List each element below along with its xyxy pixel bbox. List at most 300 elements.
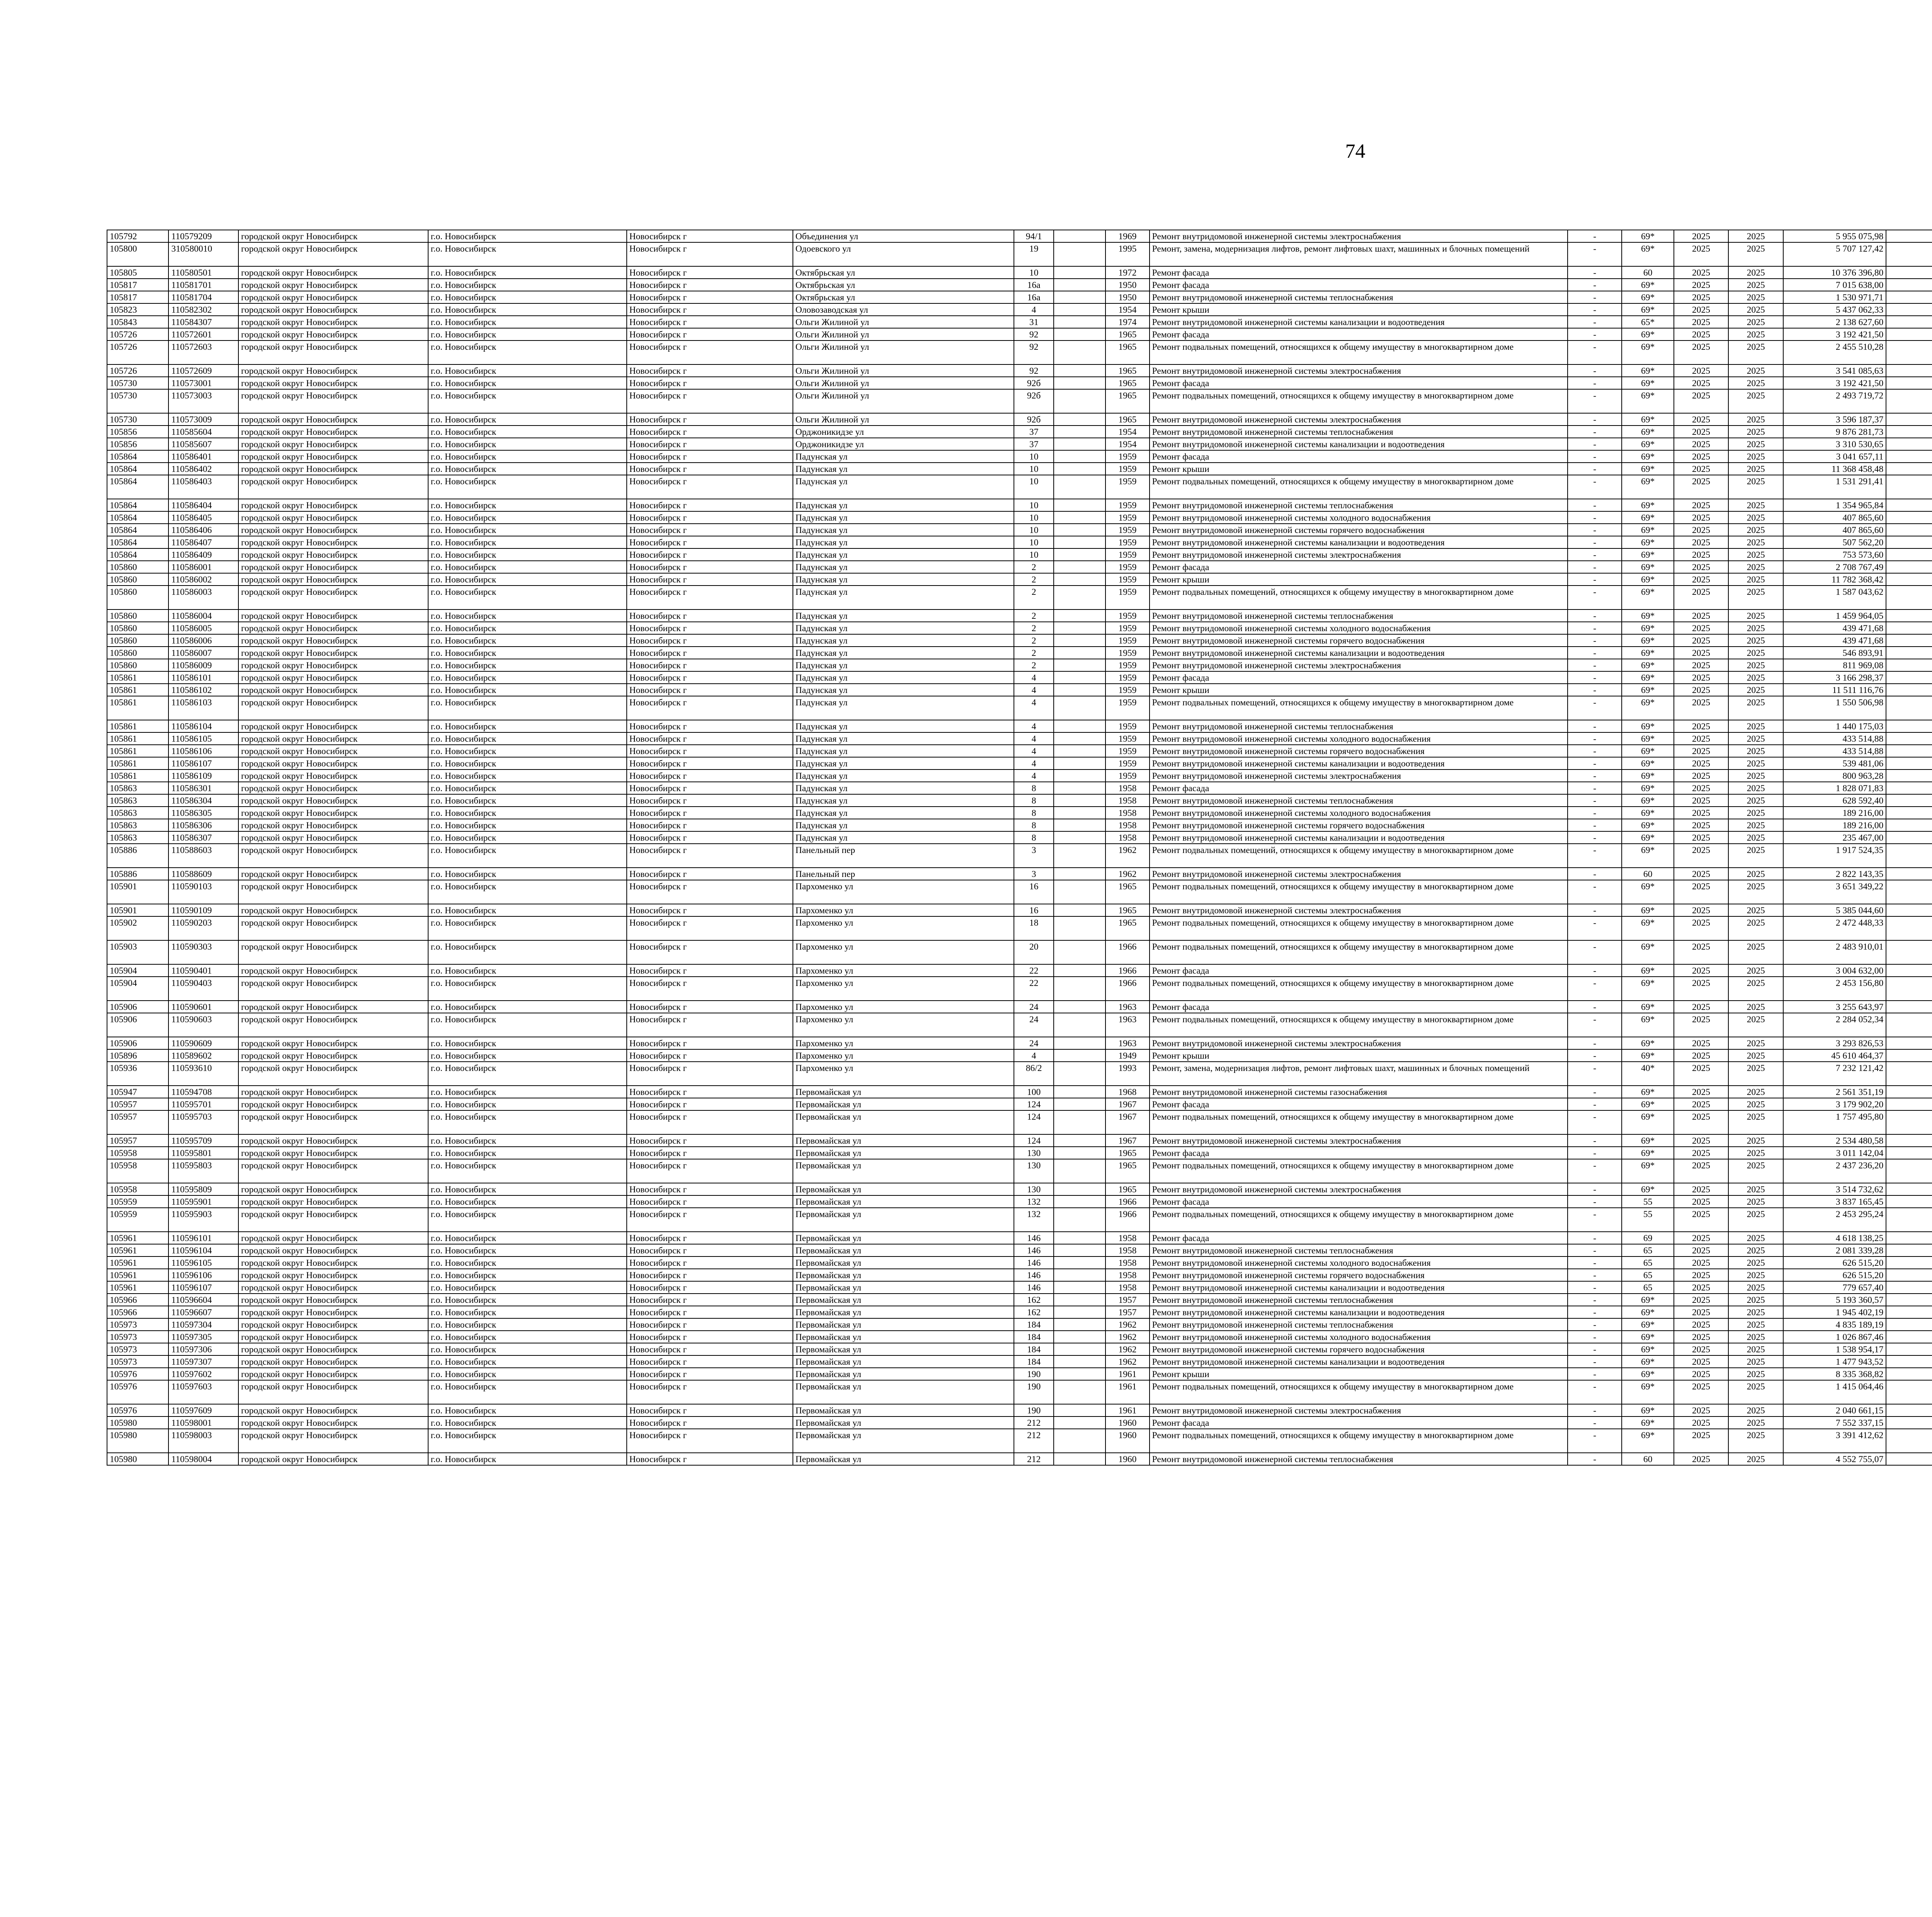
- cell-plan_end: 2025: [1728, 377, 1783, 389]
- cell-building: [1054, 1195, 1105, 1208]
- cell-regional_fund: [1886, 524, 1932, 536]
- cell-year: 1959: [1105, 757, 1149, 770]
- table-row: [107, 266, 1932, 279]
- table-row: [107, 1281, 1932, 1294]
- cell-code: 110596105: [168, 1256, 238, 1269]
- cell-total_cost: 2 472 448,33: [1783, 916, 1886, 940]
- cell-id: 105864: [107, 536, 168, 548]
- cell-municipality: городской округ Новосибирск: [238, 831, 428, 844]
- cell-id: 105976: [107, 1404, 168, 1416]
- cell-plan_start: 2025: [1674, 1256, 1729, 1269]
- table-row: [107, 1380, 1932, 1404]
- cell-plan_start: 2025: [1674, 1318, 1729, 1331]
- cell-building: [1054, 364, 1105, 377]
- cell-municipality: городской округ Новосибирск: [238, 634, 428, 647]
- cell-house: 2: [1014, 659, 1054, 671]
- cell-year: 1960: [1105, 1429, 1149, 1453]
- cell-code: 110586404: [168, 499, 238, 511]
- cell-building: [1054, 1318, 1105, 1331]
- cell-street: Падунская ул: [793, 634, 1014, 647]
- cell-total_cost: 3 041 657,11: [1783, 450, 1886, 463]
- cell-house: 2: [1014, 561, 1054, 573]
- cell-total_cost: 1 587 043,62: [1783, 586, 1886, 609]
- cell-house: 2: [1014, 634, 1054, 647]
- cell-id: 105959: [107, 1195, 168, 1208]
- cell-building: [1054, 413, 1105, 426]
- cell-code: 110582302: [168, 303, 238, 316]
- cell-house: 2: [1014, 622, 1054, 634]
- cell-blank: -: [1568, 720, 1622, 732]
- cell-year: 1959: [1105, 586, 1149, 609]
- cell-house: 20: [1014, 940, 1054, 964]
- cell-blank: -: [1568, 1294, 1622, 1306]
- cell-year: 1958: [1105, 1256, 1149, 1269]
- cell-code: 110586301: [168, 782, 238, 794]
- cell-street: Первомайская ул: [793, 1416, 1014, 1429]
- cell-total_cost: 1 917 524,35: [1783, 844, 1886, 868]
- cell-plan_start: 2025: [1674, 807, 1729, 819]
- cell-blank: -: [1568, 524, 1622, 536]
- cell-plan_start: 2025: [1674, 647, 1729, 659]
- cell-total_cost: 1 477 943,52: [1783, 1355, 1886, 1368]
- cell-city: Новосибирск г: [627, 609, 793, 622]
- cell-building: [1054, 389, 1105, 413]
- cell-blank: -: [1568, 868, 1622, 880]
- cell-blank: -: [1568, 1147, 1622, 1159]
- cell-settlement: г.о. Новосибирск: [428, 1062, 627, 1086]
- cell-total_cost: 800 963,28: [1783, 770, 1886, 782]
- cell-total_cost: 4 835 189,19: [1783, 1318, 1886, 1331]
- cell-code: 110586004: [168, 609, 238, 622]
- cell-code: 110595701: [168, 1098, 238, 1110]
- cell-street: Октябрьская ул: [793, 291, 1014, 303]
- cell-house: 4: [1014, 732, 1054, 745]
- cell-plan_end: 2025: [1728, 1159, 1783, 1183]
- cell-regional_fund: [1886, 1416, 1932, 1429]
- cell-year: 1962: [1105, 844, 1149, 868]
- cell-house: 92б: [1014, 413, 1054, 426]
- cell-blank: -: [1568, 1331, 1622, 1343]
- cell-work: Ремонт фасада: [1150, 1147, 1568, 1159]
- cell-year: 1959: [1105, 745, 1149, 757]
- cell-house: 24: [1014, 1013, 1054, 1037]
- cell-municipality: городской округ Новосибирск: [238, 1380, 428, 1404]
- cell-total_cost: 507 562,20: [1783, 536, 1886, 548]
- repair-register-table: [107, 230, 1932, 1466]
- cell-plan_start: 2025: [1674, 622, 1729, 634]
- cell-year: 1967: [1105, 1110, 1149, 1134]
- cell-norm: 69*: [1622, 732, 1673, 745]
- cell-code: 110586401: [168, 450, 238, 463]
- cell-building: [1054, 291, 1105, 303]
- cell-blank: -: [1568, 438, 1622, 450]
- table-row: [107, 377, 1932, 389]
- cell-id: 105906: [107, 1001, 168, 1013]
- cell-regional_fund: [1886, 328, 1932, 340]
- cell-city: Новосибирск г: [627, 1208, 793, 1232]
- cell-regional_fund: [1886, 389, 1932, 413]
- cell-building: [1054, 1110, 1105, 1134]
- cell-id: 105961: [107, 1269, 168, 1281]
- cell-settlement: г.о. Новосибирск: [428, 1134, 627, 1147]
- table-row: [107, 732, 1932, 745]
- cell-regional_fund: [1886, 916, 1932, 940]
- cell-settlement: г.о. Новосибирск: [428, 1037, 627, 1049]
- cell-city: Новосибирск г: [627, 880, 793, 904]
- cell-street: Падунская ул: [793, 450, 1014, 463]
- cell-norm: 69*: [1622, 794, 1673, 807]
- cell-building: [1054, 745, 1105, 757]
- cell-street: Панельный пер: [793, 868, 1014, 880]
- cell-year: 1961: [1105, 1380, 1149, 1404]
- cell-regional_fund: [1886, 622, 1932, 634]
- cell-code: 110597306: [168, 1343, 238, 1355]
- cell-plan_start: 2025: [1674, 1269, 1729, 1281]
- cell-municipality: городской округ Новосибирск: [238, 377, 428, 389]
- cell-blank: -: [1568, 1368, 1622, 1380]
- cell-work: Ремонт подвальных помещений, относящихся к общему имуществу в многоквартирном доме: [1150, 977, 1568, 1001]
- cell-norm: 69*: [1622, 1049, 1673, 1062]
- cell-work: Ремонт фасада: [1150, 1001, 1568, 1013]
- cell-regional_fund: [1886, 266, 1932, 279]
- cell-municipality: городской округ Новосибирск: [238, 904, 428, 916]
- cell-id: 105961: [107, 1281, 168, 1294]
- cell-municipality: городской округ Новосибирск: [238, 1244, 428, 1256]
- cell-code: 110579209: [168, 230, 238, 242]
- cell-year: 1958: [1105, 794, 1149, 807]
- cell-municipality: городской округ Новосибирск: [238, 844, 428, 868]
- cell-plan_start: 2025: [1674, 340, 1729, 364]
- cell-plan_start: 2025: [1674, 1049, 1729, 1062]
- cell-street: Падунская ул: [793, 463, 1014, 475]
- cell-code: 110586001: [168, 561, 238, 573]
- cell-plan_start: 2025: [1674, 868, 1729, 880]
- cell-street: Пархоменко ул: [793, 1062, 1014, 1086]
- cell-code: 110585604: [168, 426, 238, 438]
- cell-plan_end: 2025: [1728, 524, 1783, 536]
- cell-plan_start: 2025: [1674, 1208, 1729, 1232]
- cell-id: 105961: [107, 1244, 168, 1256]
- cell-blank: -: [1568, 1306, 1622, 1318]
- cell-work: Ремонт подвальных помещений, относящихся к общему имуществу в многоквартирном доме: [1150, 475, 1568, 499]
- cell-street: Падунская ул: [793, 684, 1014, 696]
- cell-blank: -: [1568, 475, 1622, 499]
- cell-city: Новосибирск г: [627, 266, 793, 279]
- cell-year: 1959: [1105, 548, 1149, 561]
- cell-plan_start: 2025: [1674, 499, 1729, 511]
- cell-plan_end: 2025: [1728, 720, 1783, 732]
- cell-year: 1959: [1105, 684, 1149, 696]
- cell-norm: 69*: [1622, 696, 1673, 720]
- cell-city: Новосибирск г: [627, 1294, 793, 1306]
- cell-regional_fund: [1886, 1037, 1932, 1049]
- cell-street: Пархоменко ул: [793, 880, 1014, 904]
- cell-city: Новосибирск г: [627, 1232, 793, 1244]
- cell-settlement: г.о. Новосибирск: [428, 831, 627, 844]
- cell-building: [1054, 242, 1105, 266]
- cell-norm: 69*: [1622, 1294, 1673, 1306]
- cell-work: Ремонт внутридомовой инженерной системы горячего водоснабжения: [1150, 1269, 1568, 1281]
- cell-work: Ремонт фасада: [1150, 671, 1568, 684]
- cell-regional_fund: [1886, 807, 1932, 819]
- cell-regional_fund: [1886, 1001, 1932, 1013]
- cell-regional_fund: [1886, 671, 1932, 684]
- cell-plan_end: 2025: [1728, 1208, 1783, 1232]
- cell-blank: -: [1568, 609, 1622, 622]
- cell-total_cost: 1 354 965,84: [1783, 499, 1886, 511]
- cell-code: 110586407: [168, 536, 238, 548]
- cell-id: 105860: [107, 659, 168, 671]
- cell-street: Падунская ул: [793, 475, 1014, 499]
- cell-regional_fund: [1886, 548, 1932, 561]
- cell-total_cost: 1 530 971,71: [1783, 291, 1886, 303]
- cell-street: Первомайская ул: [793, 1318, 1014, 1331]
- cell-city: Новосибирск г: [627, 757, 793, 770]
- cell-municipality: городской округ Новосибирск: [238, 1049, 428, 1062]
- table-row: [107, 328, 1932, 340]
- cell-year: 1958: [1105, 1269, 1149, 1281]
- cell-id: 105861: [107, 770, 168, 782]
- cell-code: 110596607: [168, 1306, 238, 1318]
- cell-work: Ремонт крыши: [1150, 463, 1568, 475]
- cell-regional_fund: [1886, 757, 1932, 770]
- cell-city: Новосибирск г: [627, 684, 793, 696]
- cell-plan_end: 2025: [1728, 916, 1783, 940]
- cell-house: 190: [1014, 1404, 1054, 1416]
- cell-total_cost: 2 453 295,24: [1783, 1208, 1886, 1232]
- table-row: [107, 1416, 1932, 1429]
- cell-street: Падунская ул: [793, 696, 1014, 720]
- cell-street: Первомайская ул: [793, 1269, 1014, 1281]
- cell-code: 310580010: [168, 242, 238, 266]
- cell-building: [1054, 1368, 1105, 1380]
- cell-blank: -: [1568, 1318, 1622, 1331]
- cell-norm: 69*: [1622, 831, 1673, 844]
- cell-house: 24: [1014, 1037, 1054, 1049]
- cell-plan_start: 2025: [1674, 1013, 1729, 1037]
- cell-building: [1054, 880, 1105, 904]
- cell-building: [1054, 316, 1105, 328]
- table-row: [107, 1343, 1932, 1355]
- cell-building: [1054, 1343, 1105, 1355]
- cell-municipality: городской округ Новосибирск: [238, 964, 428, 977]
- cell-year: 1958: [1105, 1244, 1149, 1256]
- cell-building: [1054, 807, 1105, 819]
- cell-house: 132: [1014, 1195, 1054, 1208]
- cell-regional_fund: [1886, 1281, 1932, 1294]
- cell-norm: 69*: [1622, 622, 1673, 634]
- cell-work: Ремонт внутридомовой инженерной системы электроснабжения: [1150, 413, 1568, 426]
- cell-plan_start: 2025: [1674, 696, 1729, 720]
- cell-norm: 69*: [1622, 916, 1673, 940]
- cell-building: [1054, 964, 1105, 977]
- cell-regional_fund: [1886, 1013, 1932, 1037]
- cell-house: 2: [1014, 586, 1054, 609]
- cell-code: 110586005: [168, 622, 238, 634]
- cell-plan_start: 2025: [1674, 940, 1729, 964]
- cell-street: Падунская ул: [793, 609, 1014, 622]
- cell-plan_end: 2025: [1728, 561, 1783, 573]
- cell-settlement: г.о. Новосибирск: [428, 904, 627, 916]
- cell-street: Первомайская ул: [793, 1368, 1014, 1380]
- cell-municipality: городской округ Новосибирск: [238, 450, 428, 463]
- cell-year: 1963: [1105, 1001, 1149, 1013]
- cell-work: Ремонт внутридомовой инженерной системы электроснабжения: [1150, 868, 1568, 880]
- cell-house: 100: [1014, 1086, 1054, 1098]
- cell-street: Падунская ул: [793, 794, 1014, 807]
- cell-street: Первомайская ул: [793, 1306, 1014, 1318]
- cell-blank: -: [1568, 696, 1622, 720]
- cell-year: 1966: [1105, 964, 1149, 977]
- cell-norm: 69*: [1622, 377, 1673, 389]
- cell-code: 110586109: [168, 770, 238, 782]
- cell-settlement: г.о. Новосибирск: [428, 1368, 627, 1380]
- cell-plan_start: 2025: [1674, 831, 1729, 844]
- cell-year: 1972: [1105, 266, 1149, 279]
- cell-building: [1054, 573, 1105, 586]
- cell-municipality: городской округ Новосибирск: [238, 1159, 428, 1183]
- cell-norm: 65: [1622, 1256, 1673, 1269]
- cell-settlement: г.о. Новосибирск: [428, 586, 627, 609]
- cell-plan_start: 2025: [1674, 1429, 1729, 1453]
- cell-municipality: городской округ Новосибирск: [238, 819, 428, 831]
- cell-settlement: г.о. Новосибирск: [428, 1208, 627, 1232]
- cell-work: Ремонт внутридомовой инженерной системы горячего водоснабжения: [1150, 1343, 1568, 1355]
- cell-settlement: г.о. Новосибирск: [428, 1343, 627, 1355]
- cell-house: 92: [1014, 328, 1054, 340]
- cell-municipality: городской округ Новосибирск: [238, 1269, 428, 1281]
- cell-city: Новосибирск г: [627, 291, 793, 303]
- cell-blank: -: [1568, 1098, 1622, 1110]
- cell-house: 8: [1014, 807, 1054, 819]
- cell-total_cost: 3 166 298,37: [1783, 671, 1886, 684]
- cell-year: 1958: [1105, 782, 1149, 794]
- cell-municipality: городской округ Новосибирск: [238, 511, 428, 524]
- cell-norm: 69*: [1622, 1368, 1673, 1380]
- cell-id: 105864: [107, 475, 168, 499]
- cell-municipality: городской округ Новосибирск: [238, 303, 428, 316]
- cell-plan_end: 2025: [1728, 230, 1783, 242]
- cell-city: Новосибирск г: [627, 548, 793, 561]
- cell-settlement: г.о. Новосибирск: [428, 438, 627, 450]
- cell-city: Новосибирск г: [627, 377, 793, 389]
- cell-blank: -: [1568, 904, 1622, 916]
- cell-house: 2: [1014, 573, 1054, 586]
- cell-settlement: г.о. Новосибирск: [428, 1355, 627, 1368]
- cell-id: 105726: [107, 328, 168, 340]
- cell-house: 10: [1014, 511, 1054, 524]
- cell-regional_fund: [1886, 1269, 1932, 1281]
- cell-norm: 69*: [1622, 770, 1673, 782]
- cell-building: [1054, 450, 1105, 463]
- cell-plan_start: 2025: [1674, 1306, 1729, 1318]
- cell-municipality: городской округ Новосибирск: [238, 316, 428, 328]
- cell-work: Ремонт крыши: [1150, 303, 1568, 316]
- cell-code: 110586105: [168, 732, 238, 745]
- cell-house: 16а: [1014, 291, 1054, 303]
- table-row: [107, 831, 1932, 844]
- cell-plan_end: 2025: [1728, 757, 1783, 770]
- cell-blank: -: [1568, 1134, 1622, 1147]
- cell-city: Новосибирск г: [627, 659, 793, 671]
- cell-plan_start: 2025: [1674, 916, 1729, 940]
- cell-year: 1959: [1105, 499, 1149, 511]
- cell-plan_end: 2025: [1728, 964, 1783, 977]
- table-row: [107, 1134, 1932, 1147]
- cell-settlement: г.о. Новосибирск: [428, 1453, 627, 1465]
- cell-norm: 69*: [1622, 634, 1673, 647]
- cell-id: 105726: [107, 340, 168, 364]
- cell-year: 1968: [1105, 1086, 1149, 1098]
- cell-work: Ремонт внутридомовой инженерной системы газоснабжения: [1150, 1086, 1568, 1098]
- cell-work: Ремонт, замена, модернизация лифтов, ремонт лифтовых шахт, машинных и блочных помещений: [1150, 1062, 1568, 1086]
- cell-code: 110586003: [168, 586, 238, 609]
- cell-municipality: городской округ Новосибирск: [238, 1331, 428, 1343]
- cell-code: 110586103: [168, 696, 238, 720]
- cell-city: Новосибирск г: [627, 1453, 793, 1465]
- cell-plan_start: 2025: [1674, 1343, 1729, 1355]
- cell-municipality: городской округ Новосибирск: [238, 1416, 428, 1429]
- cell-code: 110586106: [168, 745, 238, 757]
- cell-total_cost: 811 969,08: [1783, 659, 1886, 671]
- cell-municipality: городской округ Новосибирск: [238, 364, 428, 377]
- cell-city: Новосибирск г: [627, 1134, 793, 1147]
- cell-total_cost: 628 592,40: [1783, 794, 1886, 807]
- cell-settlement: г.о. Новосибирск: [428, 671, 627, 684]
- cell-city: Новосибирск г: [627, 1244, 793, 1256]
- cell-plan_end: 2025: [1728, 389, 1783, 413]
- cell-norm: 69*: [1622, 1086, 1673, 1098]
- cell-regional_fund: [1886, 450, 1932, 463]
- cell-work: Ремонт подвальных помещений, относящихся к общему имуществу в многоквартирном доме: [1150, 1013, 1568, 1037]
- cell-settlement: г.о. Новосибирск: [428, 844, 627, 868]
- cell-year: 1961: [1105, 1404, 1149, 1416]
- cell-building: [1054, 1294, 1105, 1306]
- cell-blank: -: [1568, 1110, 1622, 1134]
- cell-work: Ремонт внутридомовой инженерной системы электроснабжения: [1150, 770, 1568, 782]
- cell-regional_fund: [1886, 316, 1932, 328]
- cell-blank: -: [1568, 1159, 1622, 1183]
- cell-plan_end: 2025: [1728, 732, 1783, 745]
- cell-city: Новосибирск г: [627, 463, 793, 475]
- cell-city: Новосибирск г: [627, 745, 793, 757]
- cell-norm: 69*: [1622, 1318, 1673, 1331]
- cell-id: 105966: [107, 1294, 168, 1306]
- cell-regional_fund: [1886, 511, 1932, 524]
- cell-plan_start: 2025: [1674, 1404, 1729, 1416]
- cell-plan_end: 2025: [1728, 1294, 1783, 1306]
- cell-code: 110580501: [168, 266, 238, 279]
- cell-settlement: г.о. Новосибирск: [428, 1380, 627, 1404]
- cell-street: Первомайская ул: [793, 1098, 1014, 1110]
- cell-total_cost: 11 368 458,48: [1783, 463, 1886, 475]
- cell-plan_end: 2025: [1728, 770, 1783, 782]
- cell-city: Новосибирск г: [627, 770, 793, 782]
- cell-building: [1054, 940, 1105, 964]
- cell-plan_end: 2025: [1728, 1147, 1783, 1159]
- table-row: [107, 868, 1932, 880]
- cell-plan_start: 2025: [1674, 475, 1729, 499]
- cell-id: 105861: [107, 720, 168, 732]
- cell-settlement: г.о. Новосибирск: [428, 1086, 627, 1098]
- cell-settlement: г.о. Новосибирск: [428, 1049, 627, 1062]
- cell-work: Ремонт внутридомовой инженерной системы теплоснабжения: [1150, 720, 1568, 732]
- cell-city: Новосибирск г: [627, 524, 793, 536]
- cell-street: Пархоменко ул: [793, 1001, 1014, 1013]
- cell-norm: 69*: [1622, 1404, 1673, 1416]
- cell-work: Ремонт внутридомовой инженерной системы холодного водоснабжения: [1150, 1256, 1568, 1269]
- cell-street: Первомайская ул: [793, 1147, 1014, 1159]
